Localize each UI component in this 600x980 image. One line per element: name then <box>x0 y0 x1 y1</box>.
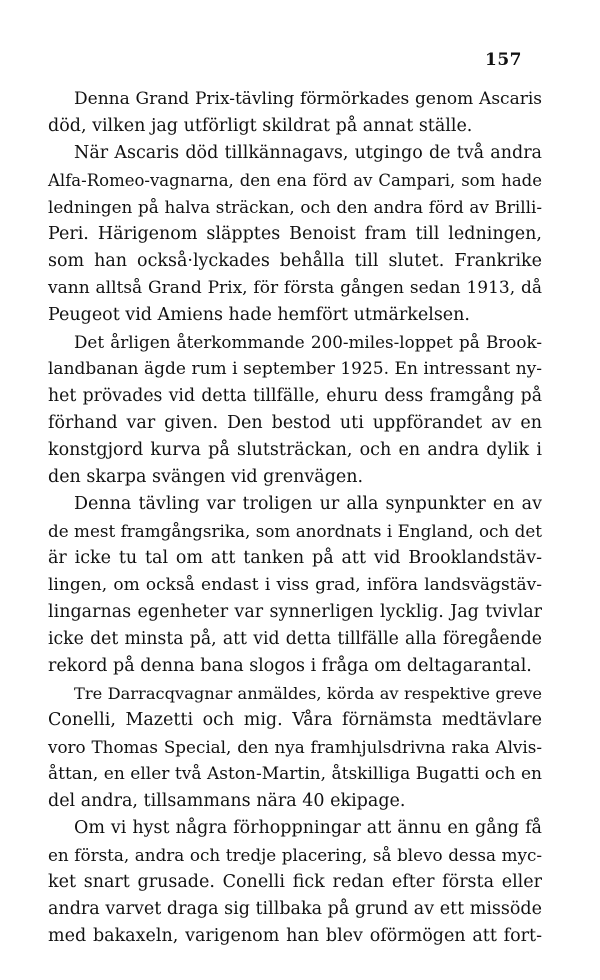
text-line: förhand var given. Den bestod uti uppförandet av en <box>48 413 542 433</box>
text-line: Alfa-Romeo-vagnarna, den ena förd av Campari, som hade <box>48 171 542 190</box>
text-line: När Ascaris död tillkännagavs, utgingo de två andra <box>74 143 542 163</box>
text-line: är icke tu tal om att tanken på att vid Brooklandstäv- <box>48 548 542 568</box>
page-number: 157 <box>485 50 522 70</box>
text-line: konstgjord kurva på slutsträckan, och en andra dylik i <box>48 440 542 460</box>
text-line: Det årligen återkommande 200-miles-loppet på Brook- <box>74 332 542 352</box>
text-line: het prövades vid detta tillfälle, ehuru dess framgång på <box>48 386 542 406</box>
text-line: med bakaxeln, varigenom han blev oförmögen att fort- <box>48 926 542 946</box>
text-line: Conelli, Mazetti och mig. Våra förnämsta medtävlare <box>48 710 542 730</box>
text-line: lingarnas egenheter var synnerligen lycklig. Jag tvivlar <box>48 602 542 622</box>
text-line: som han också·lyckades behålla till slutet. Frankrike <box>48 251 542 271</box>
text-line: andra varvet draga sig tillbaka på grund av ett missöde <box>48 899 542 919</box>
text-line: Peri. Härigenom släpptes Benoist fram till ledningen, <box>48 224 542 244</box>
body-text <box>48 86 542 950</box>
text-line: den skarpa svängen vid grenvägen. <box>48 467 364 487</box>
text-line: vann alltså Grand Prix, för första gången sedan 1913, då <box>48 278 542 298</box>
text-line: lingen, om också endast i viss grad, införa landsvägstäv- <box>48 575 542 595</box>
text-line: Om vi hyst några förhoppningar att ännu en gång få <box>74 818 542 838</box>
text-line: de mest framgångsrika, som anordnats i England, och det <box>48 521 542 541</box>
text-line: Tre Darracqvagnar anmäldes, körda av respektive greve <box>74 684 542 703</box>
text-line: en första, andra och tredje placering, så blevo dessa myc- <box>48 845 542 865</box>
text-line: landbanan ägde rum i september 1925. En intressant ny- <box>48 359 542 379</box>
text-line: del andra, tillsammans nära 40 ekipage. <box>48 791 406 811</box>
text-line: rekord på denna bana slogos i fråga om deltagarantal. <box>48 656 532 676</box>
text-line: voro Thomas Special, den nya framhjulsdrivna raka Alvis- <box>48 737 542 757</box>
text-line: åttan, en eller två Aston-Martin, åtskilliga Bugatti och en <box>48 764 542 784</box>
text-line: ket snart grusade. Conelli fick redan efter första eller <box>48 872 542 892</box>
text-line: död, vilken jag utförligt skildrat på annat ställe. <box>48 116 473 136</box>
text-line: ledningen på halva sträckan, och den andra förd av Brilli- <box>48 197 542 217</box>
text-line: icke det minsta på, att vid detta tillfälle alla föregående <box>48 629 542 649</box>
text-line: Peugeot vid Amiens hade hemfört utmärkelsen. <box>48 305 470 325</box>
text-line: Denna Grand Prix-tävling förmörkades genom Ascaris <box>74 89 542 109</box>
text-line: Denna tävling var troligen ur alla synpunkter en av <box>74 494 542 514</box>
